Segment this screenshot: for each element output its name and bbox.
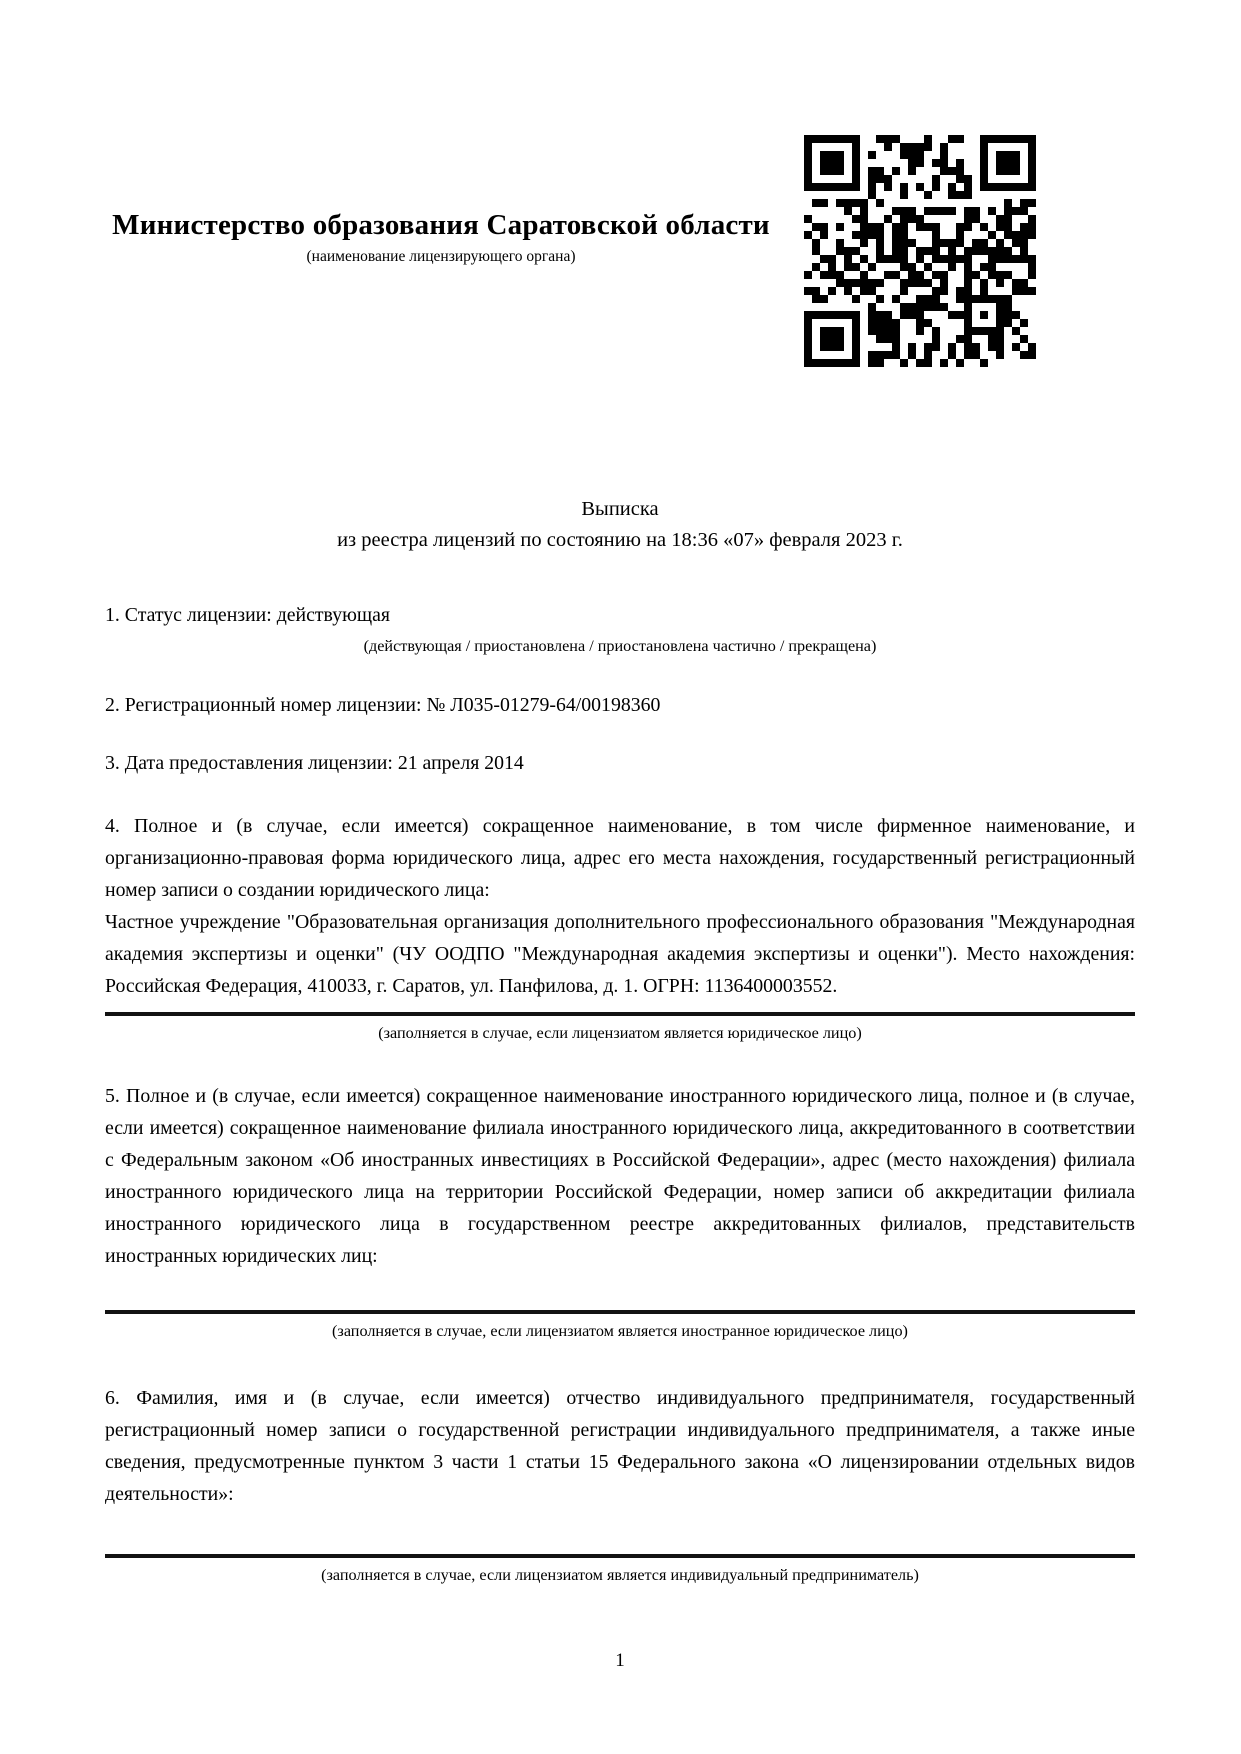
item-6-individual-heading: 6. Фамилия, имя и (в случае, если имеется) отчество индивидуального предпринимателя, государственный регистрационный номер записи о государственной регистрации индивидуального предпринимателя, а также иные сведения, предусмотренные пунктом 3 части 1 статьи 15 Федерального закона «О лицензировании отдельных видов деятельности»: <box>105 1386 1135 1505</box>
item-4-legal-entity-value: Частное учреждение "Образовательная организация дополнительного профессионального образования "Международная академия экспертизы и оценки" (ЧУ ООДПО "Международная академия экспертизы и оценки"). Место нахождения: Российская Федерация, 410033, г. Саратов, ул. Панфилова, д. 1. ОГРН: 1136400003552. <box>105 910 1135 997</box>
separator-rule-legal-entity <box>105 1012 1135 1016</box>
licensing-authority-block <box>105 0 777 266</box>
qr-code-icon <box>800 131 1040 371</box>
extract-title: Выписка <box>581 498 659 521</box>
item-4-legal-entity-note: (заполняется в случае, если лицензиатом является юридическое лицо) <box>378 1023 862 1042</box>
separator-rule-individual <box>105 1554 1135 1558</box>
qr-code-image <box>800 131 1040 371</box>
separator-rule-foreign-entity <box>105 1310 1135 1314</box>
item-6-individual-note: (заполняется в случае, если лицензиатом является индивидуальный предприниматель) <box>321 1565 919 1584</box>
item-2-registration-number: 2. Регистрационный номер лицензии: № Л035-01279-64/00198360 <box>105 693 661 716</box>
page-number: 1 <box>615 1649 625 1671</box>
licensing-authority-note: (наименование лицензирующего органа) <box>306 248 576 266</box>
item-1-license-status: 1. Статус лицензии: действующая <box>105 603 391 626</box>
item-4-legal-entity-heading: 4. Полное и (в случае, если имеется) сокращенное наименование, в том числе фирменное наименование, и организационно-правовая форма юридического лица, адрес его места нахождения, государственный регистрационный номер записи о создании юридического лица: <box>105 814 1135 901</box>
item-5-foreign-entity-heading: 5. Полное и (в случае, если имеется) сокращенное наименование иностранного юридического лица, полное и (в случае, если имеется) сокращенное наименование филиала иностранного юридического лица, аккредитованного в соответствии с Федеральным законом «Об иностранных инвестициях в Российской Федерации», адрес (место нахождения) филиала иностранного юридического лица на территории Российской Федерации, номер записи об аккредитации филиала иностранного юридического лица в государственном реестре аккредитованных филиалов, представительств иностранных юридических лиц: <box>105 1084 1135 1267</box>
item-1-status-options-note: (действующая / приостановлена / приостановлена частично / прекращена) <box>363 636 877 655</box>
extract-subtitle: из реестра лицензий по состоянию на 18:36 «07» февраля 2023 г. <box>337 528 903 551</box>
item-3-grant-date: 3. Дата предоставления лицензии: 21 апреля 2014 <box>105 751 524 774</box>
item-5-foreign-entity-note: (заполняется в случае, если лицензиатом является иностранное юридическое лицо) <box>332 1321 908 1340</box>
extract-heading <box>105 494 1135 556</box>
licensing-authority-name: Министерство образования Саратовской области <box>112 209 770 241</box>
